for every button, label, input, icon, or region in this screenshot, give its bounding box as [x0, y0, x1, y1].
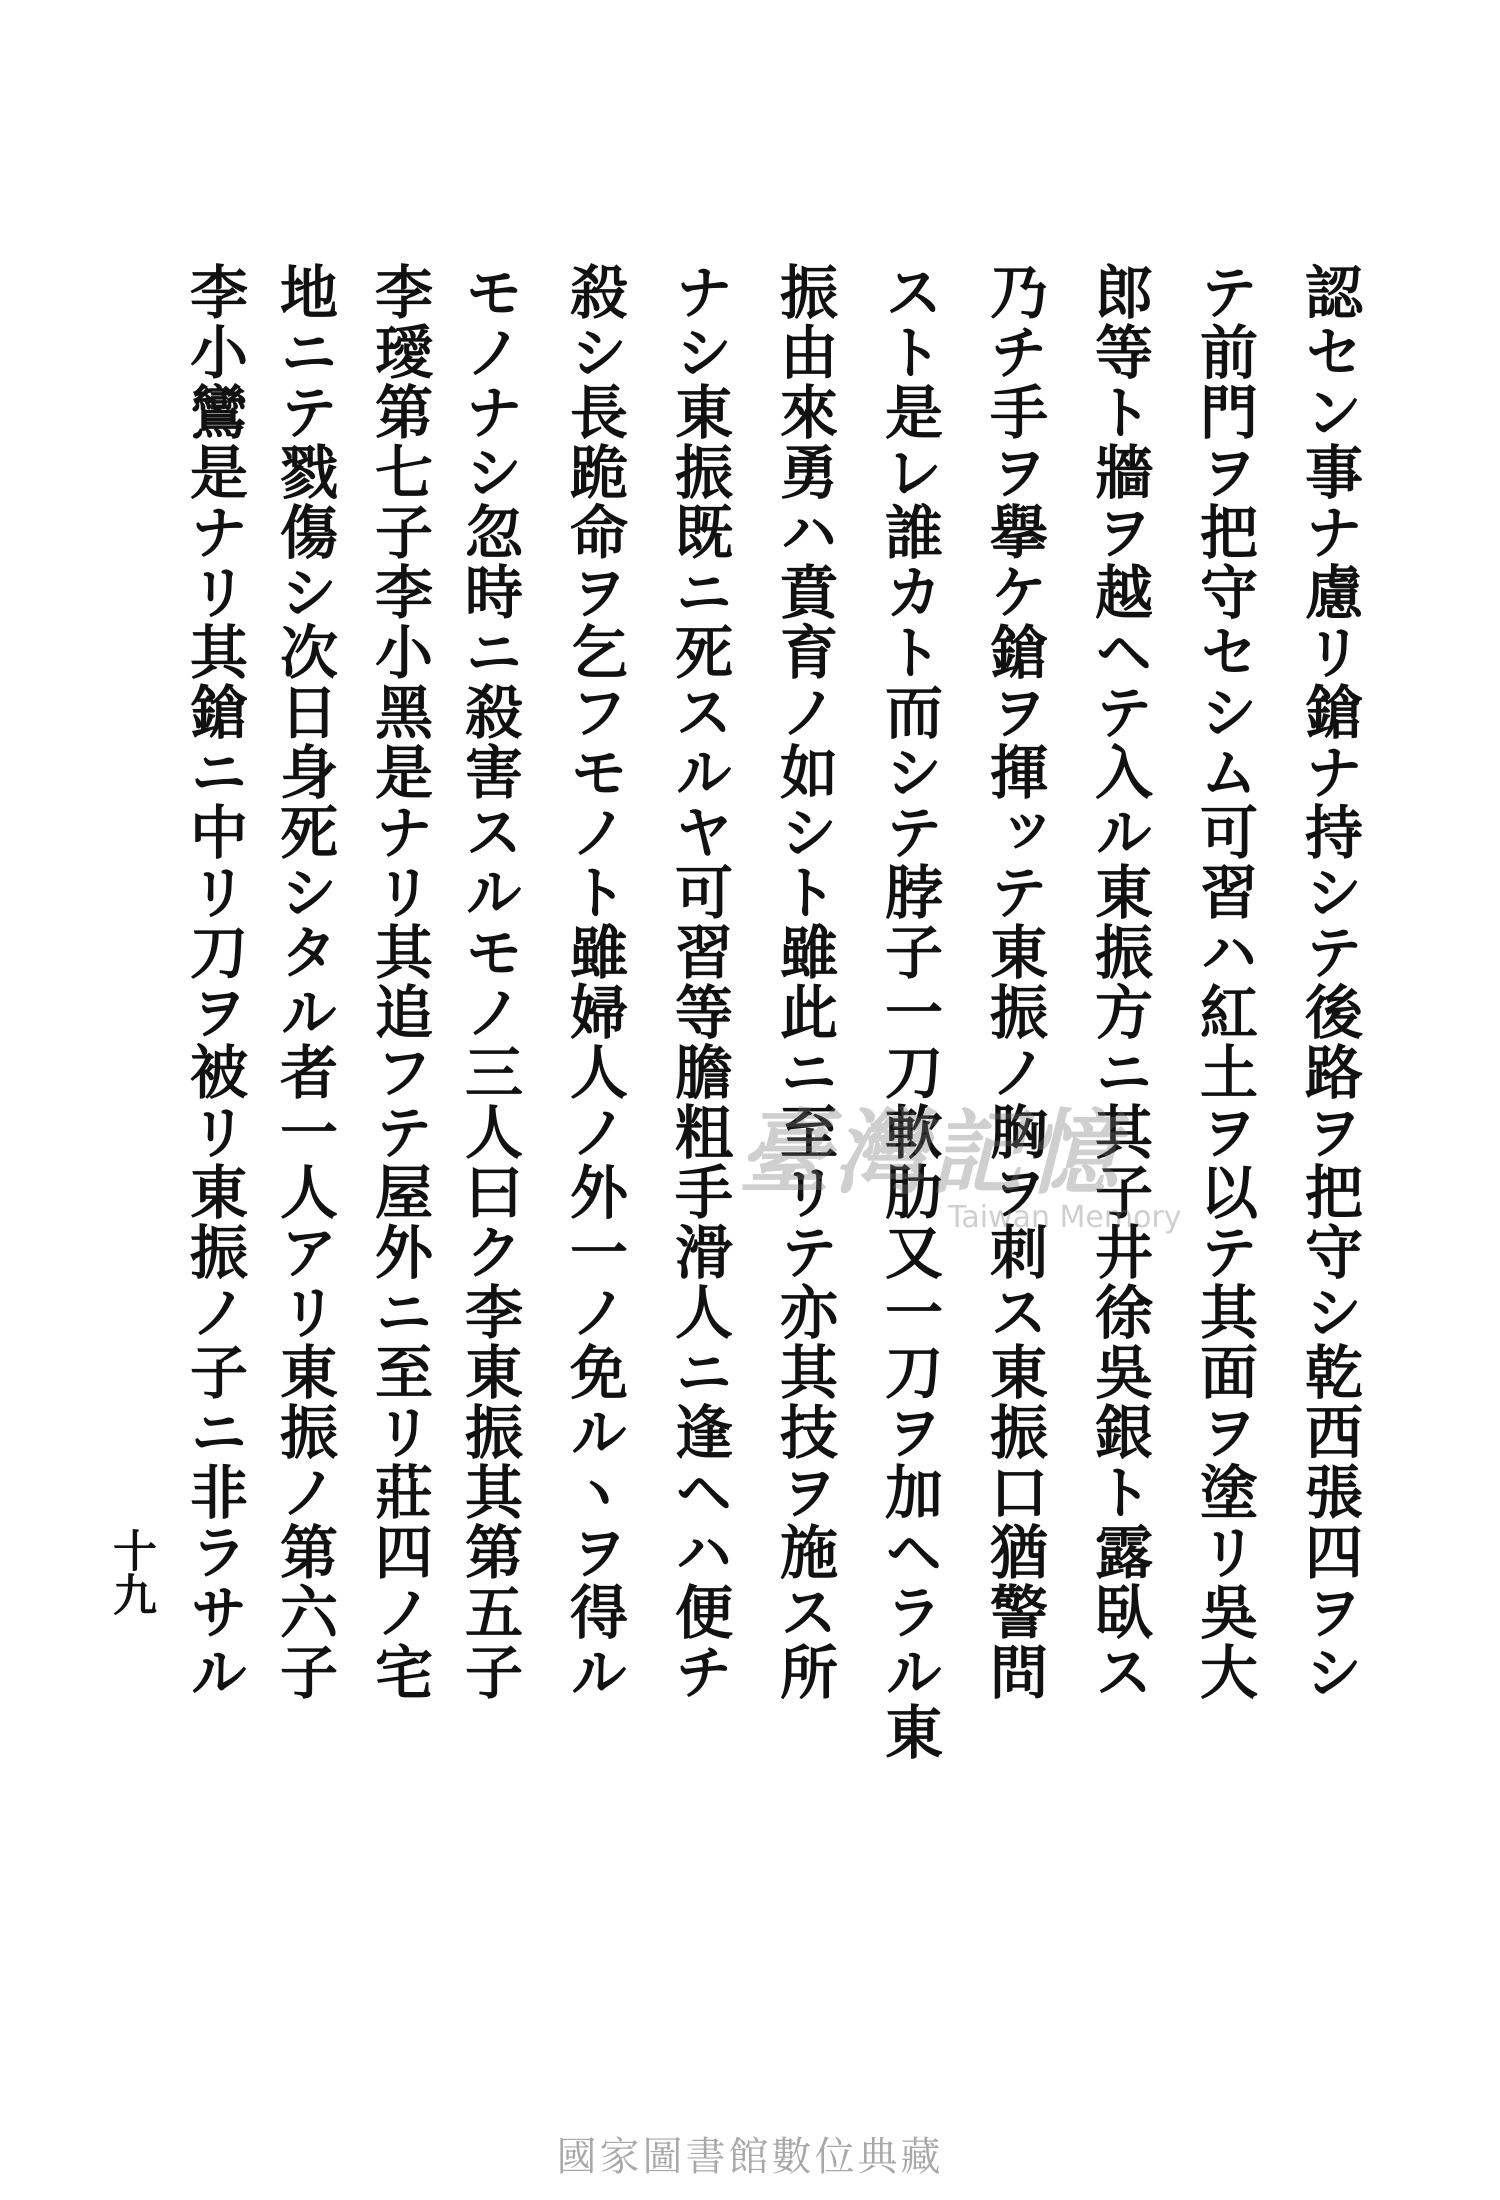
text-column-11: 地ニテ戮傷シ次日身死シタル者一人アリ東振ノ第六子	[270, 262, 338, 1702]
footer-caption: 國家圖書館數位典藏	[556, 2134, 944, 2180]
page-number: 十九	[105, 1528, 156, 1616]
text-column-3: 郎等ト牆ヲ越ヘテ入ル東振方ニ其子井徐吳銀ト露臥ス	[1085, 262, 1153, 1702]
text-column-9: モノナシ忽時ニ殺害スルモノ三人曰ク李東振其第五子	[455, 262, 523, 1702]
text-column-7: ナシ東振既ニ死スルヤ可習等膽粗手滑人ニ逢ヘハ便チ	[665, 262, 733, 1702]
text-column-8: 殺シ長跪命ヲ乞フモノト雖婦人ノ外一ノ免ルヽヲ得ル	[560, 262, 628, 1702]
text-column-4: 乃チ手ヲ擧ケ鎗ヲ揮ッテ東振ノ胸ヲ刺ス東振口猶警問	[980, 262, 1048, 1702]
text-column-5: スト是レ誰カト而シテ脖子一刀軟肋又一刀ヲ加ヘラル東	[875, 262, 943, 1762]
watermark-logo	[738, 1080, 1208, 1250]
text-column-10: 李璦第七子李小黑是ナリ其追フテ屋外ニ至リ莊四ノ宅	[365, 262, 433, 1702]
watermark-title: 臺灣記憶	[738, 1099, 1123, 1207]
text-column-2: テ前門ヲ把守セシム可習ハ紅土ヲ以テ其面ヲ塗リ吳大	[1190, 262, 1258, 1702]
text-column-1: 認セン事ナ慮リ鎗ナ持シテ後路ヲ把守シ乾西張四ヲシ	[1295, 262, 1363, 1702]
text-column-12: 李小鸞是ナリ其鎗ニ中リ刀ヲ被リ東振ノ子ニ非ラサル	[180, 262, 248, 1702]
watermark-subtitle: Taiwan Memory	[948, 1200, 1182, 1235]
text-column-6: 振由來勇ハ賁育ノ如シト雖此ニ至リテ亦其技ヲ施ス所	[770, 262, 838, 1702]
